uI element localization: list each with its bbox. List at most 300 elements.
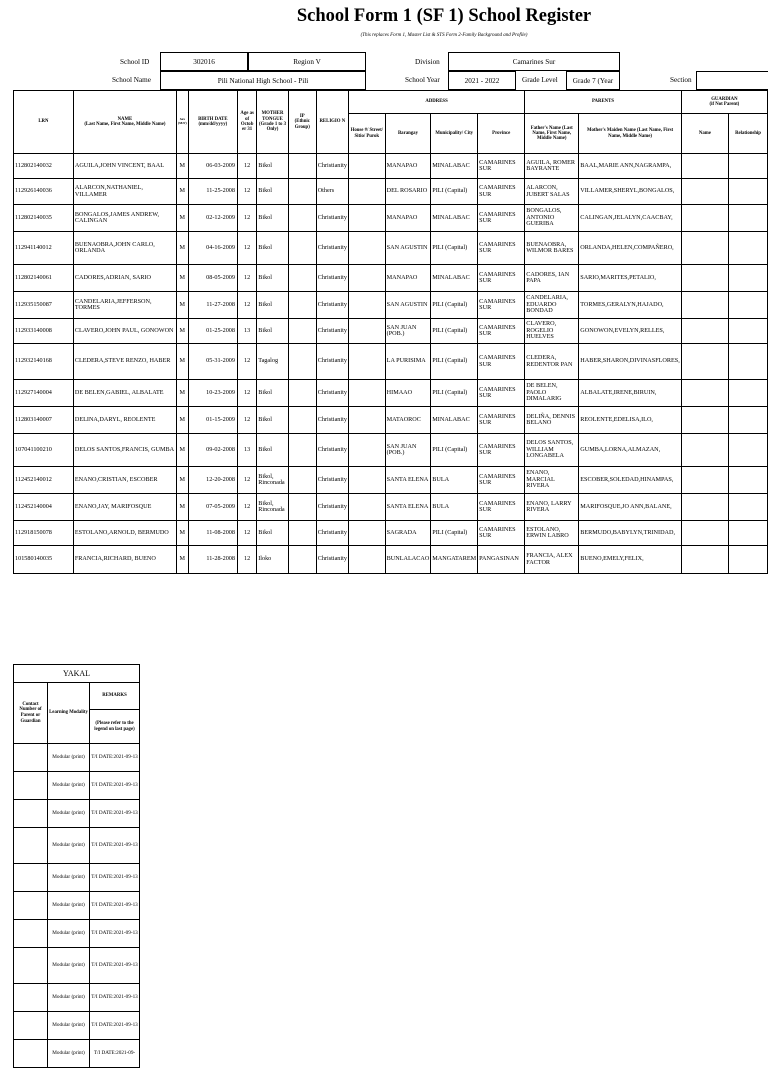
cell-birth-date: 07-05-2009 xyxy=(188,494,237,521)
list-item xyxy=(14,828,140,864)
col-lrn: LRN xyxy=(14,91,74,154)
cell-relationship xyxy=(729,467,768,494)
cell-name: CLEDERA,STEVE RENZO, HABER xyxy=(73,344,176,380)
cell-father: CADORES, IAN PAPA xyxy=(525,265,579,292)
cell-relationship xyxy=(729,546,768,574)
cell-relationship xyxy=(729,407,768,434)
table-row xyxy=(14,546,768,574)
cell-lrn: 107041100210 xyxy=(14,434,74,467)
cell-age: 12 xyxy=(238,521,257,546)
cell-lrn: 112452140012 xyxy=(14,467,74,494)
cell-mother-tongue: Iloko xyxy=(257,546,289,574)
cell-name: ENANO,CRISTIAN, ESCOBER xyxy=(73,467,176,494)
cell-religion: Christianity xyxy=(316,521,348,546)
cell-religion: Christianity xyxy=(316,292,348,319)
cell-guardian-name xyxy=(681,546,728,574)
cell-sex: M xyxy=(176,380,188,407)
cell-house xyxy=(348,292,385,319)
cell-mother: BAAL,MARIE ANN,NAGRAMPA, xyxy=(579,154,682,179)
table-row xyxy=(14,292,768,319)
cell-ip xyxy=(288,179,316,205)
cell-lrn: 112926140036 xyxy=(14,179,74,205)
cell-lrn: 112918150078 xyxy=(14,521,74,546)
cell-modality: Modular (print) xyxy=(48,864,90,892)
cell-mother-tongue: Tagalog xyxy=(257,344,289,380)
cell-mother: ESCOBER,SOLEDAD,HINAMPAS, xyxy=(579,467,682,494)
cell-father: DELIÑA, DENNIS BELANO xyxy=(525,407,579,434)
cell-municipality: MINALABAC xyxy=(431,407,478,434)
cell-contact xyxy=(14,1012,48,1040)
school-year-label: School Year xyxy=(405,76,440,84)
school-name-field: Pili National High School - Pili xyxy=(160,71,366,90)
cell-house xyxy=(348,205,385,232)
cell-ip xyxy=(288,546,316,574)
cell-lrn: 112452140004 xyxy=(14,494,74,521)
cell-contact xyxy=(14,744,48,772)
cell-lrn: 112932140168 xyxy=(14,344,74,380)
cell-house xyxy=(348,232,385,265)
cell-relationship xyxy=(729,265,768,292)
cell-religion: Christianity xyxy=(316,546,348,574)
cell-age: 12 xyxy=(238,546,257,574)
cell-name: DELOS SANTOS,FRANCIS, GUMBA xyxy=(73,434,176,467)
cell-municipality: PILI (Capital) xyxy=(431,232,478,265)
cell-sex: M xyxy=(176,467,188,494)
cell-father: ENANO, LARRY RIVERA xyxy=(525,494,579,521)
cell-mother: ALBALATE,IRENE,BIRUIN, xyxy=(579,380,682,407)
cell-municipality: PILI (Capital) xyxy=(431,292,478,319)
region-field: Region V xyxy=(248,52,366,71)
cell-contact xyxy=(14,800,48,828)
col-mother-tongue: MOTHER TONGUE (Grade 1 to 3 Only) xyxy=(257,91,289,154)
cell-sex: M xyxy=(176,232,188,265)
cell-father: BONGALOS, ANTONIO GUERIBA xyxy=(525,205,579,232)
cell-house xyxy=(348,407,385,434)
table-row xyxy=(14,434,768,467)
cell-relationship xyxy=(729,380,768,407)
cell-ip xyxy=(288,232,316,265)
section-label: Section xyxy=(670,76,692,84)
cell-mother-tongue: Bikol xyxy=(257,232,289,265)
cell-mother-tongue: Bikol, Rinconada xyxy=(257,467,289,494)
col-mother: Mother's Maiden Name (Last Name, First Name, Middle Name) xyxy=(579,114,682,154)
cell-barangay: MANAPAO xyxy=(385,205,431,232)
cell-ip xyxy=(288,154,316,179)
col-ip: IP (Ethnic Group) xyxy=(288,91,316,154)
cell-mother: MARIFOSQUE,JO ANN,BALANE, xyxy=(579,494,682,521)
cell-remarks: T/I DATE:2021-09-13 xyxy=(90,800,140,828)
cell-guardian-name xyxy=(681,319,728,344)
cell-province: CAMARINES SUR xyxy=(478,179,525,205)
cell-father: BUENAOBRA, WILMOR BARES xyxy=(525,232,579,265)
cell-name: ESTOLANO,ARNOLD, BERMUDO xyxy=(73,521,176,546)
cell-house xyxy=(348,154,385,179)
cell-mother-tongue: Bikol xyxy=(257,380,289,407)
cell-sex: M xyxy=(176,494,188,521)
cell-province: CAMARINES SUR xyxy=(478,434,525,467)
cell-sex: M xyxy=(176,546,188,574)
grade-level-field: Grade 7 (Year xyxy=(566,71,620,90)
cell-ip xyxy=(288,265,316,292)
col-remarks-note: (Please refer to the legend on last page) xyxy=(90,710,140,744)
cell-remarks: T/I DATE:2021-09-13 xyxy=(90,772,140,800)
cell-mother: VILLAMER,SHERYL,BONGALOS, xyxy=(579,179,682,205)
school-year-field: 2021 - 2022 xyxy=(448,71,516,90)
cell-barangay: MATAOROC xyxy=(385,407,431,434)
cell-birth-date: 02-12-2009 xyxy=(188,205,237,232)
cell-religion: Christianity xyxy=(316,380,348,407)
cell-contact xyxy=(14,984,48,1012)
table-row xyxy=(14,494,768,521)
cell-sex: M xyxy=(176,344,188,380)
cell-contact xyxy=(14,948,48,984)
cell-ip xyxy=(288,434,316,467)
cell-barangay: BUNLALACAO xyxy=(385,546,431,574)
cell-municipality: BULA xyxy=(431,494,478,521)
cell-remarks: T/I DATE:2021-09-13 xyxy=(90,892,140,920)
table-row xyxy=(14,380,768,407)
school-id-label: School ID xyxy=(120,58,150,66)
cell-province: CAMARINES SUR xyxy=(478,494,525,521)
cell-relationship xyxy=(729,179,768,205)
form-title: School Form 1 (SF 1) School Register xyxy=(296,6,592,26)
cell-province: CAMARINES SUR xyxy=(478,205,525,232)
cell-remarks: T/I DATE:2021-09-13 xyxy=(90,948,140,984)
cell-remarks: T/I DATE:2021-09- xyxy=(90,1040,140,1068)
cell-house xyxy=(348,467,385,494)
cell-province: CAMARINES SUR xyxy=(478,407,525,434)
cell-relationship xyxy=(729,154,768,179)
cell-age: 12 xyxy=(238,154,257,179)
cell-lrn: 112935150087 xyxy=(14,292,74,319)
table-row xyxy=(14,232,768,265)
cell-birth-date: 01-15-2009 xyxy=(188,407,237,434)
table-row xyxy=(14,319,768,344)
cell-province: CAMARINES SUR xyxy=(478,344,525,380)
cell-province: CAMARINES SUR xyxy=(478,154,525,179)
table-row xyxy=(14,521,768,546)
col-remarks: REMARKS xyxy=(90,683,140,710)
cell-guardian-name xyxy=(681,494,728,521)
cell-father: CANDELARIA, EDUARDO BONDAD xyxy=(525,292,579,319)
cell-birth-date: 06-03-2009 xyxy=(188,154,237,179)
cell-age: 12 xyxy=(238,205,257,232)
cell-religion: Christianity xyxy=(316,232,348,265)
cell-province: CAMARINES SUR xyxy=(478,319,525,344)
cell-municipality: PILI (Capital) xyxy=(431,319,478,344)
register-body xyxy=(14,154,768,574)
cell-contact xyxy=(14,892,48,920)
cell-modality: Modular (print) xyxy=(48,1040,90,1068)
register-table xyxy=(13,90,768,574)
division-label: Division xyxy=(415,58,440,66)
list-item xyxy=(14,800,140,828)
cell-house xyxy=(348,434,385,467)
cell-father: ALARCON, JUBERT SALAS xyxy=(525,179,579,205)
cell-guardian-name xyxy=(681,265,728,292)
cell-name: ALARCON,NATHANIEL, VILLAMER xyxy=(73,179,176,205)
cell-province: CAMARINES SUR xyxy=(478,467,525,494)
cell-barangay: DEL ROSARIO xyxy=(385,179,431,205)
cell-modality: Modular (print) xyxy=(48,920,90,948)
cell-house xyxy=(348,546,385,574)
table-row xyxy=(14,205,768,232)
cell-lrn: 101580140035 xyxy=(14,546,74,574)
col-contact: Contact Number of Parent or Guardian xyxy=(14,683,48,744)
cell-ip xyxy=(288,292,316,319)
cell-guardian-name xyxy=(681,467,728,494)
cell-municipality: PILI (Capital) xyxy=(431,434,478,467)
yakal-section-title: YAKAL xyxy=(14,665,140,683)
cell-name: ENANO,JAY, MARIFOSQUE xyxy=(73,494,176,521)
cell-guardian-name xyxy=(681,205,728,232)
cell-ip xyxy=(288,380,316,407)
cell-relationship xyxy=(729,521,768,546)
cell-father: DELOS SANTOS, WILLIAM LONGABELA xyxy=(525,434,579,467)
col-house: House #/ Street/ Sitio/ Purok xyxy=(348,114,385,154)
cell-sex: M xyxy=(176,265,188,292)
list-item xyxy=(14,948,140,984)
cell-mother: BUENO,EMELY,FELIX, xyxy=(579,546,682,574)
col-name: NAME (Last Name, First Name, Middle Name) xyxy=(73,91,176,154)
cell-father: AGUILA, ROMER BAYRANTE xyxy=(525,154,579,179)
cell-province: CAMARINES SUR xyxy=(478,380,525,407)
cell-municipality: MINALABAC xyxy=(431,205,478,232)
cell-sex: M xyxy=(176,292,188,319)
cell-name: AGUILA,JOHN VINCENT, BAAL xyxy=(73,154,176,179)
cell-name: DE BELEN,GABIEL, ALBALATE xyxy=(73,380,176,407)
cell-mother: REOLENTE,EDELISA,ILO, xyxy=(579,407,682,434)
cell-municipality: MANGATAREM xyxy=(431,546,478,574)
cell-barangay: SAN JUAN (POB.) xyxy=(385,319,431,344)
cell-lrn: 112803140007 xyxy=(14,407,74,434)
cell-father: CLEDERA, REDENTOR PAN xyxy=(525,344,579,380)
cell-relationship xyxy=(729,344,768,380)
cell-municipality: MINALABAC xyxy=(431,265,478,292)
cell-religion: Christianity xyxy=(316,344,348,380)
cell-mother-tongue: Bikol xyxy=(257,154,289,179)
cell-mother-tongue: Bikol xyxy=(257,179,289,205)
cell-relationship xyxy=(729,319,768,344)
cell-remarks: T/I DATE:2021-09-13 xyxy=(90,744,140,772)
school-name-label: School Name xyxy=(112,76,151,84)
cell-age: 13 xyxy=(238,319,257,344)
cell-religion: Christianity xyxy=(316,434,348,467)
col-municipality: Municipality/ City xyxy=(431,114,478,154)
cell-ip xyxy=(288,344,316,380)
cell-modality: Modular (print) xyxy=(48,984,90,1012)
cell-modality: Modular (print) xyxy=(48,892,90,920)
cell-modality: Modular (print) xyxy=(48,948,90,984)
cell-birth-date: 11-28-2008 xyxy=(188,546,237,574)
cell-barangay: HIMAAO xyxy=(385,380,431,407)
cell-barangay: LA PURISIMA xyxy=(385,344,431,380)
cell-province: CAMARINES SUR xyxy=(478,521,525,546)
cell-remarks: T/I DATE:2021-09-13 xyxy=(90,828,140,864)
table-row xyxy=(14,179,768,205)
cell-religion: Christianity xyxy=(316,265,348,292)
cell-sex: M xyxy=(176,154,188,179)
cell-province: CAMARINES SUR xyxy=(478,292,525,319)
table-row xyxy=(14,265,768,292)
cell-modality: Modular (print) xyxy=(48,828,90,864)
cell-contact xyxy=(14,1040,48,1068)
list-item xyxy=(14,984,140,1012)
cell-contact xyxy=(14,828,48,864)
cell-mother: CALINGAN,JELALYN,CAACBAY, xyxy=(579,205,682,232)
cell-municipality: PILI (Capital) xyxy=(431,521,478,546)
cell-name: CLAVERO,JOHN PAUL, GONOWON xyxy=(73,319,176,344)
cell-modality: Modular (print) xyxy=(48,744,90,772)
cell-mother-tongue: Bikol xyxy=(257,407,289,434)
cell-remarks: T/I DATE:2021-09-13 xyxy=(90,1012,140,1040)
cell-age: 12 xyxy=(238,344,257,380)
cell-guardian-name xyxy=(681,179,728,205)
cell-mother-tongue: Bikol xyxy=(257,205,289,232)
cell-religion: Christianity xyxy=(316,154,348,179)
col-age: Age as of Octob er 31 xyxy=(238,91,257,154)
cell-name: DELINA,DARYL, REOLENTE xyxy=(73,407,176,434)
cell-barangay: SAN JUAN (POB.) xyxy=(385,434,431,467)
cell-birth-date: 09-02-2008 xyxy=(188,434,237,467)
col-modality: Learning Modality xyxy=(48,683,90,744)
cell-age: 12 xyxy=(238,232,257,265)
cell-relationship xyxy=(729,292,768,319)
cell-municipality: PILI (Capital) xyxy=(431,179,478,205)
cell-ip xyxy=(288,467,316,494)
cell-mother-tongue: Bikol xyxy=(257,521,289,546)
cell-birth-date: 08-05-2009 xyxy=(188,265,237,292)
cell-lrn: 112802140032 xyxy=(14,154,74,179)
cell-guardian-name xyxy=(681,407,728,434)
cell-religion: Christianity xyxy=(316,319,348,344)
cell-birth-date: 11-08-2008 xyxy=(188,521,237,546)
cell-age: 12 xyxy=(238,407,257,434)
cell-age: 12 xyxy=(238,467,257,494)
cell-municipality: PILI (Capital) xyxy=(431,344,478,380)
cell-father: ESTOLANO, ERWIN LABRO xyxy=(525,521,579,546)
cell-contact xyxy=(14,864,48,892)
cell-house xyxy=(348,179,385,205)
cell-house xyxy=(348,319,385,344)
cell-house xyxy=(348,494,385,521)
cell-religion: Christianity xyxy=(316,205,348,232)
cell-relationship xyxy=(729,232,768,265)
cell-barangay: SANTA ELENA xyxy=(385,467,431,494)
cell-mother: TORMES,GERALYN,HAJADO, xyxy=(579,292,682,319)
cell-mother: ORLANDA,HELEN,COMPAÑERO, xyxy=(579,232,682,265)
cell-municipality: MINALABAC xyxy=(431,154,478,179)
cell-age: 12 xyxy=(238,494,257,521)
cell-mother: GONOWON,EVELYN,RELLES, xyxy=(579,319,682,344)
cell-religion: Christianity xyxy=(316,494,348,521)
cell-father: CLAVERO, ROGELIO HUELVES xyxy=(525,319,579,344)
cell-mother-tongue: Bikol xyxy=(257,265,289,292)
cell-birth-date: 04-16-2009 xyxy=(188,232,237,265)
cell-sex: M xyxy=(176,205,188,232)
cell-lrn: 112802140061 xyxy=(14,265,74,292)
cell-mother: BERMUDO,BABYLYN,TRINIDAD, xyxy=(579,521,682,546)
col-guardian: GUARDIAN (if Not Parent) xyxy=(681,91,767,114)
cell-barangay: SANTA ELENA xyxy=(385,494,431,521)
cell-religion: Christianity xyxy=(316,467,348,494)
cell-barangay: SAGRADA xyxy=(385,521,431,546)
cell-house xyxy=(348,265,385,292)
cell-mother-tongue: Bikol xyxy=(257,292,289,319)
cell-ip xyxy=(288,205,316,232)
col-province: Province xyxy=(478,114,525,154)
col-religion: RELIGIO N xyxy=(316,91,348,154)
cell-birth-date: 05-31-2009 xyxy=(188,344,237,380)
cell-relationship xyxy=(729,494,768,521)
table-row xyxy=(14,407,768,434)
cell-house xyxy=(348,380,385,407)
cell-age: 13 xyxy=(238,434,257,467)
section-field xyxy=(696,71,768,90)
cell-municipality: BULA xyxy=(431,467,478,494)
yakal-table xyxy=(13,664,140,1068)
cell-father: FRANCIA, ALEX FACTOR xyxy=(525,546,579,574)
cell-religion: Christianity xyxy=(316,407,348,434)
col-barangay: Barangay xyxy=(385,114,431,154)
cell-religion: Others xyxy=(316,179,348,205)
cell-sex: M xyxy=(176,319,188,344)
table-row xyxy=(14,154,768,179)
cell-name: BONGALOS,JAMES ANDREW, CALINGAN xyxy=(73,205,176,232)
cell-province: PANGASINAN xyxy=(478,546,525,574)
cell-guardian-name xyxy=(681,434,728,467)
list-item xyxy=(14,1012,140,1040)
cell-municipality: PILI (Capital) xyxy=(431,380,478,407)
cell-barangay: SAN AGUSTIN xyxy=(385,292,431,319)
cell-guardian-name xyxy=(681,292,728,319)
cell-mother-tongue: Bikol, Rinconada xyxy=(257,494,289,521)
cell-guardian-name xyxy=(681,232,728,265)
col-father: Father's Name (Last Name, First Name, Middle Name) xyxy=(525,114,579,154)
cell-lrn: 112933140008 xyxy=(14,319,74,344)
cell-mother: GUMBA,LORNA,ALMAZAN, xyxy=(579,434,682,467)
cell-guardian-name xyxy=(681,380,728,407)
cell-age: 12 xyxy=(238,292,257,319)
cell-mother-tongue: Bikol xyxy=(257,319,289,344)
list-item xyxy=(14,744,140,772)
list-item xyxy=(14,1040,140,1068)
cell-sex: M xyxy=(176,407,188,434)
yakal-body xyxy=(14,744,140,1068)
cell-age: 12 xyxy=(238,380,257,407)
cell-father: DE BELEN, PAOLO DIMALARIG xyxy=(525,380,579,407)
cell-modality: Modular (print) xyxy=(48,772,90,800)
table-row xyxy=(14,467,768,494)
cell-birth-date: 11-25-2008 xyxy=(188,179,237,205)
col-parents: PARENTS xyxy=(525,91,682,114)
cell-name: FRANCIA,RICHARD, BUENO xyxy=(73,546,176,574)
cell-remarks: T/I DATE:2021-09-13 xyxy=(90,920,140,948)
cell-ip xyxy=(288,494,316,521)
cell-barangay: MANAPAO xyxy=(385,265,431,292)
cell-age: 12 xyxy=(238,179,257,205)
cell-sex: M xyxy=(176,521,188,546)
form-subtitle: (This replaces Form 1, Master List & STS Form 2-Family Background and Profile) xyxy=(360,33,528,38)
cell-province: CAMARINES SUR xyxy=(478,232,525,265)
cell-guardian-name xyxy=(681,344,728,380)
cell-lrn: 112927140004 xyxy=(14,380,74,407)
col-relationship: Relationship xyxy=(729,114,768,154)
cell-guardian-name xyxy=(681,154,728,179)
list-item xyxy=(14,920,140,948)
cell-father: ENANO, MARCIAL RIVERA xyxy=(525,467,579,494)
cell-house xyxy=(348,344,385,380)
